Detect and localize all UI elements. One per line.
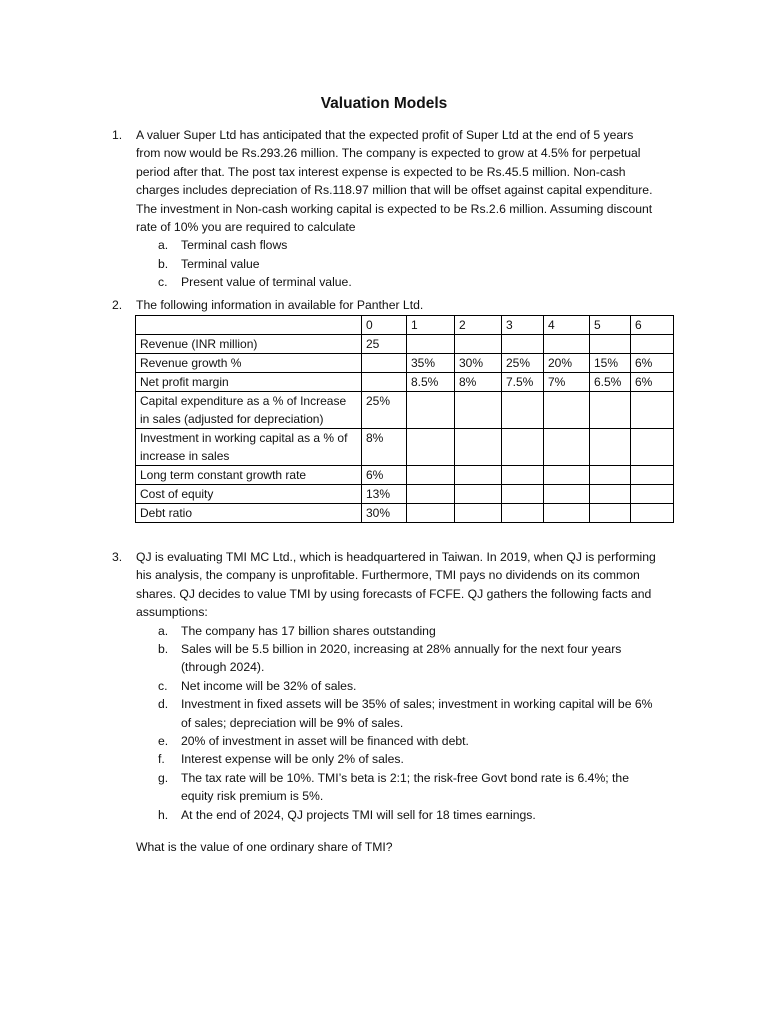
table-cell: 8% — [455, 373, 502, 392]
list-item — [136, 273, 678, 291]
table-cell: 6.5% — [590, 373, 631, 392]
table-cell — [362, 354, 407, 373]
table-header-cell: 6 — [631, 316, 674, 335]
final-question: What is the value of one ordinary share of TMI? — [136, 840, 393, 854]
table-cell — [502, 466, 544, 485]
table-cell — [136, 316, 362, 335]
table-cell — [455, 504, 502, 523]
table-cell — [407, 485, 455, 504]
table-cell — [502, 429, 544, 466]
table-cell — [544, 335, 590, 354]
question-2 — [112, 296, 678, 314]
page-title: Valuation Models — [320, 95, 448, 112]
question-1 — [112, 126, 678, 292]
list-item-label: c. — [158, 678, 168, 693]
panther-data-table — [135, 315, 674, 523]
table-cell — [455, 485, 502, 504]
table-cell: 8% — [362, 429, 407, 466]
text-line: shares. QJ decides to value TMI by using forecasts of FCFE. QJ gathers the following facts and — [136, 586, 652, 601]
row-label: Revenue growth % — [136, 354, 362, 373]
list-item-label: h. — [158, 807, 169, 822]
list-item-text: Net income will be 32% of sales. — [181, 678, 357, 693]
list-item — [136, 236, 678, 254]
table-cell — [590, 429, 631, 466]
list-item-label: a. — [158, 238, 169, 253]
table-cell — [407, 392, 455, 429]
list-item-label: a. — [158, 623, 169, 638]
table-cell: 20% — [544, 354, 590, 373]
table-cell: 25 — [362, 335, 407, 354]
list-item — [136, 750, 678, 768]
question-number: 2. — [112, 298, 123, 312]
list-item-text: At the end of 2024, QJ projects TMI will sell for 18 times earnings. — [181, 807, 536, 822]
table-cell: 30% — [455, 354, 502, 373]
table-header-cell: 4 — [544, 316, 590, 335]
list-item-text: Terminal value — [181, 256, 260, 271]
table-cell — [407, 335, 455, 354]
text-line: from now would be Rs.293.26 million. The company is expected to grow at 4.5% for perpetual — [136, 146, 641, 161]
table-row — [136, 485, 674, 504]
table-cell: 6% — [631, 373, 674, 392]
table-cell — [502, 485, 544, 504]
list-item-text: 20% of investment in asset will be financed with debt. — [181, 734, 469, 749]
list-item-text: Terminal cash flows — [181, 238, 288, 253]
list-item-label: b. — [158, 642, 169, 657]
text-line: QJ is evaluating TMI MC Ltd., which is headquartered in Taiwan. In 2019, when QJ is performing — [136, 550, 656, 564]
table-cell — [455, 466, 502, 485]
table-cell — [631, 485, 674, 504]
table-cell: 7.5% — [502, 373, 544, 392]
table-cell: 25% — [502, 354, 544, 373]
table-cell — [544, 504, 590, 523]
list-item-text: The tax rate will be 10%. TMI’s beta is 2:1; the risk-free Govt bond rate is 6.4%; the — [181, 770, 629, 785]
table-cell — [455, 335, 502, 354]
table-row — [136, 504, 674, 523]
table-cell: 15% — [590, 354, 631, 373]
table-cell — [631, 335, 674, 354]
list-item-text: of sales; depreciation will be 9% of sales. — [181, 715, 404, 730]
question-body: The following information in available for Panther Ltd. — [136, 298, 424, 312]
text-line: rate of 10% you are required to calculate — [136, 220, 356, 235]
text-line: his analysis, the company is unprofitable. Furthermore, TMI pays no dividends on its common — [136, 568, 640, 583]
table-cell — [631, 466, 674, 485]
list-item — [136, 769, 678, 806]
list-item-text: The company has 17 billion shares outstanding — [181, 623, 436, 638]
table-cell — [544, 429, 590, 466]
table-header-cell: 3 — [502, 316, 544, 335]
list-item-text: Present value of terminal value. — [181, 275, 352, 290]
table-cell — [502, 504, 544, 523]
question-number: 1. — [112, 128, 123, 142]
row-label: Long term constant growth rate — [136, 466, 362, 485]
list-item — [136, 695, 678, 732]
table-cell — [631, 392, 674, 429]
table-row — [136, 335, 674, 354]
list-item — [136, 255, 678, 273]
list-item — [136, 640, 678, 677]
list-item-text: equity risk premium is 5%. — [181, 789, 324, 804]
table-cell — [544, 392, 590, 429]
table-cell — [455, 392, 502, 429]
list-item-label: g. — [158, 770, 169, 785]
table-cell — [590, 485, 631, 504]
row-label: Cost of equity — [136, 485, 362, 504]
row-label: Net profit margin — [136, 373, 362, 392]
table-cell — [544, 466, 590, 485]
table-header-cell: 5 — [590, 316, 631, 335]
table-cell — [407, 429, 455, 466]
question-body — [136, 126, 678, 292]
list-item-label: c. — [158, 275, 168, 290]
table-cell — [455, 429, 502, 466]
list-item-label: d. — [158, 697, 169, 712]
table-cell: 13% — [362, 485, 407, 504]
table-cell — [590, 392, 631, 429]
question-3 — [112, 548, 678, 824]
table-header-cell: 0 — [362, 316, 407, 335]
table-cell: 35% — [407, 354, 455, 373]
list-item — [136, 806, 678, 824]
list-item-label: b. — [158, 256, 169, 271]
text-line: The investment in Non-cash working capital is expected to be Rs.2.6 million. Assuming discount — [136, 201, 653, 216]
list-item — [136, 622, 678, 640]
table-row — [136, 392, 674, 429]
table-cell: 25% — [362, 392, 407, 429]
table-row — [136, 354, 674, 373]
text-line: A valuer Super Ltd has anticipated that the expected profit of Super Ltd at the end of 5 years — [136, 128, 634, 142]
table-cell — [544, 485, 590, 504]
row-label: Capital expenditure as a % of Increase in sales (adjusted for depreciation) — [136, 392, 362, 429]
text-line: assumptions: — [136, 605, 208, 620]
list-item-label: f. — [158, 752, 165, 767]
table-cell: 6% — [631, 354, 674, 373]
table-cell — [590, 335, 631, 354]
question-number: 3. — [112, 550, 123, 564]
list-item-text: Investment in fixed assets will be 35% of sales; investment in working capital will be 6% — [181, 697, 653, 712]
list-item-text: Interest expense will be only 2% of sales. — [181, 752, 404, 767]
table-cell: 6% — [362, 466, 407, 485]
table-header-cell: 1 — [407, 316, 455, 335]
table-cell: 7% — [544, 373, 590, 392]
table-cell — [407, 504, 455, 523]
question-body — [136, 548, 678, 824]
list-item-text: Sales will be 5.5 billion in 2020, increasing at 28% annually for the next four years — [181, 642, 622, 657]
table-cell — [631, 429, 674, 466]
list-item-text: (through 2024). — [181, 660, 265, 675]
table-row — [136, 466, 674, 485]
row-label: Debt ratio — [136, 504, 362, 523]
row-label: Revenue (INR million) — [136, 335, 362, 354]
list-item — [136, 677, 678, 695]
table-cell: 8.5% — [407, 373, 455, 392]
list-item-label: e. — [158, 734, 169, 749]
table-cell — [407, 466, 455, 485]
table-cell — [502, 392, 544, 429]
table-row — [136, 373, 674, 392]
table-cell — [590, 504, 631, 523]
list-item — [136, 732, 678, 750]
row-label: Investment in working capital as a % of increase in sales — [136, 429, 362, 466]
table-row — [136, 429, 674, 466]
text-line: period after that. The post tax interest expense is expected to be Rs.45.5 million. Non-cash — [136, 164, 626, 179]
table-cell — [631, 504, 674, 523]
table-cell — [362, 373, 407, 392]
table-cell: 30% — [362, 504, 407, 523]
table-cell — [502, 335, 544, 354]
table-cell — [590, 466, 631, 485]
text-line: charges includes depreciation of Rs.118.97 million that will be offset against capital expenditure. — [136, 183, 653, 198]
table-header-cell: 2 — [455, 316, 502, 335]
table-header-row — [136, 316, 674, 335]
